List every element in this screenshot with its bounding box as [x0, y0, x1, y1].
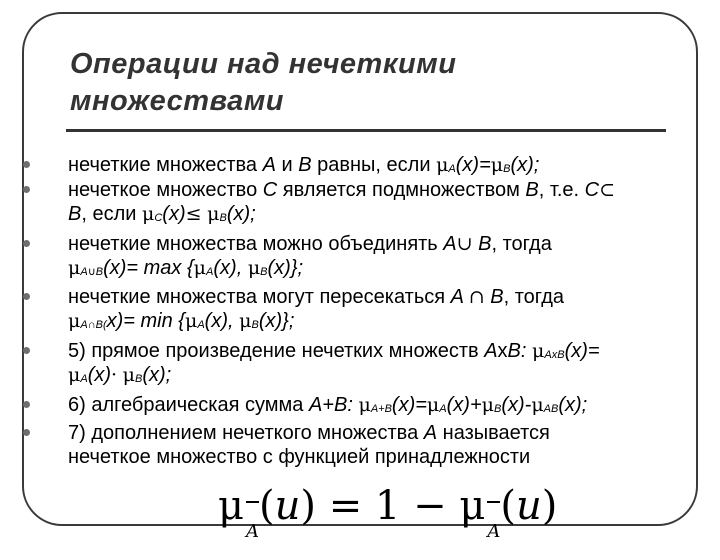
list-item-line: [68, 445, 530, 469]
text-segment: нечеткие множества можно объединять: [68, 233, 444, 255]
math-symbol: μ: [68, 257, 81, 279]
text-segment: A: [450, 286, 469, 308]
text-segment: является подмножеством: [277, 179, 526, 201]
list-item-line: [68, 153, 539, 181]
text-segment: C: [584, 179, 600, 201]
text-segment: (x)};: [267, 257, 304, 279]
text-segment: нечеткие множества могут пересекаться: [68, 286, 451, 308]
subscript-text: AxB: [544, 349, 565, 361]
text-segment: A: [484, 340, 498, 362]
text-segment: B: [68, 203, 82, 225]
math-symbol: ∪: [456, 233, 473, 255]
subscript-text: B: [135, 373, 143, 385]
subscript-text: A: [448, 163, 456, 175]
text-segment: (x);: [558, 394, 588, 416]
text-segment: 7) дополнением нечеткого множества: [68, 422, 424, 444]
math-symbol: μ: [141, 203, 155, 225]
math-symbol: μ: [68, 310, 81, 332]
formula-paren-close: ): [300, 483, 316, 529]
subscript-text: B: [251, 319, 259, 331]
math-symbol: ⊂: [599, 179, 615, 201]
text-segment: (x): [87, 364, 112, 386]
text-segment: (x): [162, 203, 186, 225]
text-segment: нечеткое множество: [68, 179, 263, 201]
text-segment: A+B:: [308, 394, 353, 416]
formula-variable-2: u: [515, 483, 542, 529]
formula-paren-open: (: [259, 483, 275, 529]
list-item-line: [68, 309, 294, 337]
list-item-line: [68, 285, 564, 309]
subscript-text: B: [493, 403, 502, 415]
title-line-1: Операции над нечеткими: [70, 48, 457, 80]
math-symbol: μ: [490, 154, 504, 176]
list-item-line: [68, 178, 615, 202]
text-segment: A: [262, 154, 276, 176]
text-segment: x: [497, 340, 508, 362]
text-segment: (x);: [142, 364, 172, 386]
math-symbol: μ: [122, 364, 135, 386]
text-segment: C: [262, 179, 278, 201]
subscript-text: A∩B(: [80, 319, 107, 331]
text-segment: равны, если: [311, 154, 437, 176]
formula-mu: μ: [218, 483, 244, 529]
list-item-line: [68, 202, 256, 230]
math-symbol: μ: [193, 257, 207, 279]
math-symbol: μ: [68, 364, 81, 386]
text-segment: , тогда: [491, 233, 552, 255]
list-item-line: [68, 421, 550, 445]
text-segment: (x)+: [446, 394, 482, 416]
text-segment: (x);: [226, 203, 256, 225]
list-item-line: [68, 393, 587, 421]
text-segment: A: [443, 233, 457, 255]
list-item-line: [68, 363, 171, 391]
subscript-text: AB: [543, 403, 559, 415]
text-segment: (x)=: [455, 154, 491, 176]
bullet-icon: [23, 401, 30, 408]
bullet-icon: [23, 186, 30, 193]
bullet-icon: [23, 347, 30, 354]
text-segment: называется: [437, 422, 550, 444]
text-segment: 5) прямое произведение нечетких множеств: [68, 340, 485, 362]
text-segment: (x)};: [258, 310, 295, 332]
text-segment: B: [472, 233, 492, 255]
math-symbol: μ: [481, 394, 494, 416]
math-symbol: μ: [436, 154, 449, 176]
text-segment: , т.е.: [538, 179, 585, 201]
text-segment: нечеткое множество с функцией принадлежности: [68, 446, 531, 468]
subscript-text: A: [206, 266, 214, 278]
math-symbol: μ: [532, 340, 545, 362]
formula-paren-close-2: ): [541, 483, 558, 529]
text-segment: 6) алгебраическая сумма: [68, 394, 309, 416]
text-segment: B: [298, 154, 312, 176]
title-line-2: множествами: [70, 85, 284, 117]
text-segment: (x)=: [391, 394, 427, 416]
formula-complement-set: A: [246, 504, 259, 560]
subscript-text: C: [154, 212, 163, 224]
formula-mu-2: μ: [459, 483, 486, 529]
math-symbol: ≤: [185, 203, 202, 225]
list-item-line: [68, 256, 303, 284]
subscript-text: A+B: [370, 403, 392, 415]
text-segment: (x)-: [501, 394, 532, 416]
formula-paren-open-2: (: [500, 483, 516, 529]
text-segment: (x)= max {: [103, 257, 194, 279]
math-symbol: μ: [184, 310, 198, 332]
text-segment: нечеткие множества: [68, 154, 263, 176]
bullet-icon: [23, 429, 30, 436]
list-item-line: [68, 232, 552, 256]
formula-complement-set-2: A: [487, 504, 500, 560]
math-symbol: ∩: [468, 286, 485, 308]
math-symbol: μ: [426, 394, 440, 416]
subscript-text: A: [197, 319, 205, 331]
text-segment: A: [423, 422, 438, 444]
bullet-icon: [23, 240, 30, 247]
math-symbol: μ: [531, 394, 544, 416]
complement-formula: [218, 478, 558, 542]
text-segment: , если: [81, 203, 142, 225]
math-symbol: μ: [239, 310, 252, 332]
text-segment: , тогда: [503, 286, 564, 308]
text-segment: x)= min {: [106, 310, 185, 332]
subscript-text: A: [80, 373, 88, 385]
bullet-icon: [23, 293, 30, 300]
math-symbol: μ: [207, 203, 220, 225]
text-segment: B: [484, 286, 504, 308]
math-symbol: ·: [111, 364, 118, 386]
subscript-text: A∪B: [80, 266, 104, 278]
text-segment: (x),: [213, 257, 248, 279]
subscript-text: B: [260, 266, 268, 278]
math-symbol: μ: [358, 394, 371, 416]
text-segment: (x)=: [564, 340, 600, 362]
formula-variable: u: [274, 483, 301, 529]
subscript-text: B: [503, 163, 511, 175]
subscript-text: B: [219, 212, 227, 224]
text-segment: (x),: [204, 310, 240, 332]
subscript-text: A: [439, 403, 447, 415]
math-symbol: μ: [247, 257, 261, 279]
text-segment: (x);: [510, 154, 540, 176]
bullet-icon: [23, 161, 30, 168]
text-segment: B: [525, 179, 539, 201]
text-segment: и: [275, 154, 299, 176]
formula-equals-one-minus: = 1 −: [315, 483, 460, 529]
text-segment: B:: [507, 340, 527, 362]
